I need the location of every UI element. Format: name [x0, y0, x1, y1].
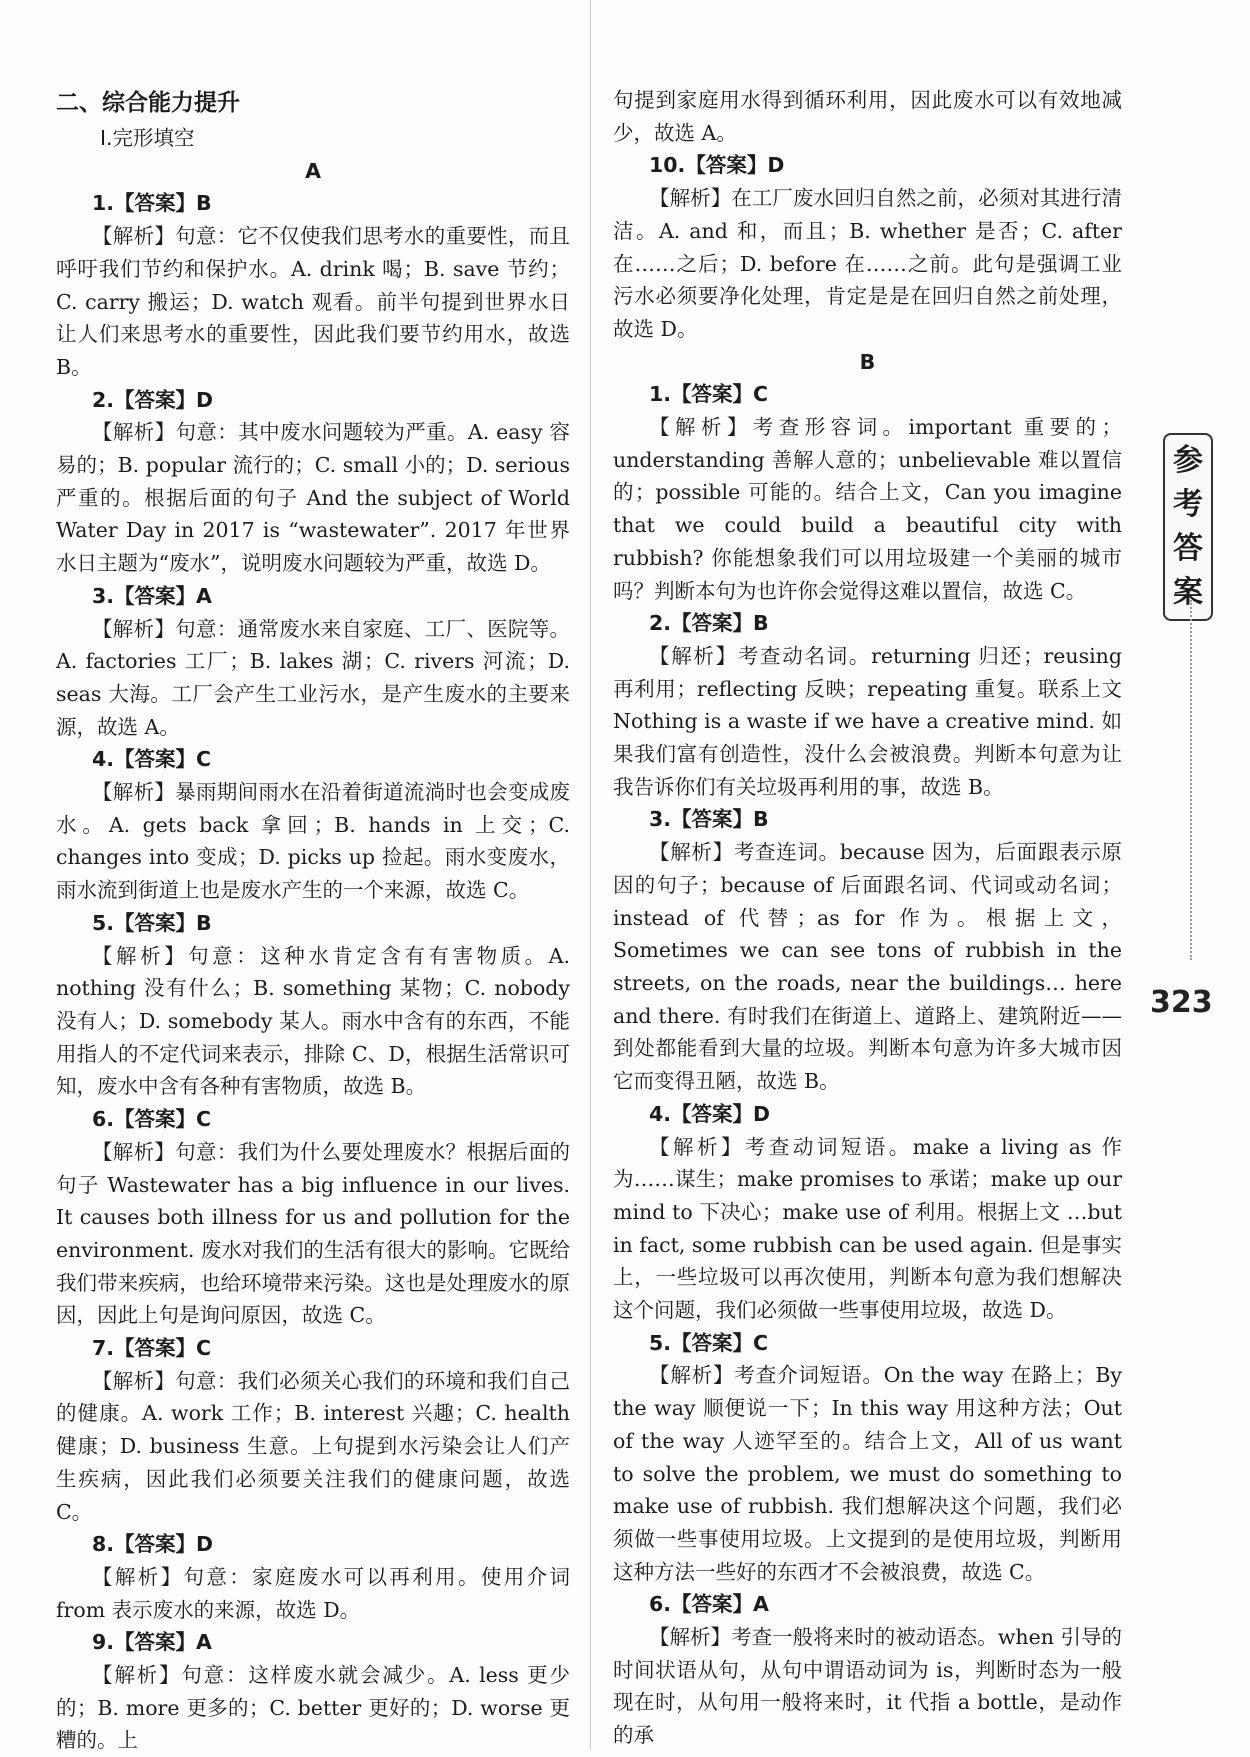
answer-explanation: 【解析】句意：家庭废水可以再利用。使用介词 from 表示废水的来源，故选 D。: [56, 1564, 570, 1622]
left-answer-list: [56, 187, 570, 1757]
passage-label-b: B: [859, 349, 876, 374]
subsection-title: Ⅰ.完形填空: [100, 126, 195, 150]
answer-head: 6.【答案】A: [649, 1592, 769, 1617]
answer-head: 3.【答案】A: [92, 583, 212, 608]
section-title: 二、综合能力提升: [56, 90, 240, 116]
answer-explanation: 【解析】句意：其中废水问题较为严重。A. easy 容易的；B. popular 流行的；C. small 小的；D. serious 严重的。根据后面的句子 And the subject of World Water Day in 2017 is “wastewater”. 2017 年世界水日主题为“废水”，说明废水问题较为严重，故选 D。: [56, 420, 570, 576]
answer-explanation: 【解析】在工厂废水回归自然之前，必须对其进行清洁。A. and 和，而且；B. whether 是否；C. after 在……之后；D. before 在……之前。此句是强调工业污水必须要净化处理，肯定是是在回归自然之前处理，故选 D。: [613, 186, 1122, 341]
answer-explanation: 【解析】考查动词短语。make a living as 作为……谋生；make promises to 承诺；make up our mind to 下决心；make use of 利用。根据上文 …but in fact, some rubbish can be used again. 但是事实上，一些垃圾可以再次使用，判断本句意为我们想解决这个问题，我们必须做一些事使用垃圾，故选 D。: [613, 1134, 1122, 1323]
answer-head: 5.【答案】B: [92, 910, 212, 935]
answer-head: 2.【答案】B: [649, 611, 769, 636]
answer-explanation: 【解析】考查一般将来时的被动语态。when 引导的时间状语从句，从句中谓语动词为 is，判断时态为一般现在时，从句用一般将来时，it 代指 a bottle，是动作的承: [613, 1625, 1122, 1748]
answer-head: 4.【答案】D: [649, 1101, 771, 1126]
passage-label-a: A: [305, 158, 321, 183]
answer-explanation: 【解析】暴雨期间雨水在沿着街道流淌时也会变成废水。A. gets back 拿回；B. hands in 上交；C. changes into 变成；D. picks up 捡起。雨水变废水，雨水流到街道上也是废水产生的一个来源，故选 C。: [56, 780, 570, 903]
answer-explanation: 【解析】句意：通常废水来自家庭、工厂、医院等。A. factories 工厂；B. lakes 湖；C. rivers 河流；D. seas 大海。工厂会产生工业污水，是产生废水的主要来源，故选 A。: [56, 616, 570, 739]
answer-explanation: 【解析】考查介词短语。On the way 在路上；By the way 顺便说一下；In this way 用这种方法；Out of the way 人迹罕至的。结合上文，All of us want to solve the problem, we must do something to make use of rubbish. 我们想解决这个问题，我们必须做一些事使用垃圾。上文提到的是使用垃圾，判断用这种方法一些好的东西才不会被浪费，故选 C。: [613, 1363, 1122, 1584]
answer-head: 1.【答案】B: [92, 191, 212, 216]
reference-answer-tab: [1163, 433, 1213, 621]
answer-head: 3.【答案】B: [649, 807, 769, 832]
answer-explanation: 【解析】考查形容词。important 重要的；understanding 善解人意的；unbelievable 难以置信的；possible 可能的。结合上文，Can you imagine that we could build a beautiful city with rubbish? 你能想象我们可以用垃圾建一个美丽的城市吗？判断本句为也许你会觉得这难以置信，故选 C。: [613, 415, 1122, 603]
answer-explanation: 【解析】句意：我们为什么要处理废水？根据后面的句子 Wastewater has a big influence in our lives. It causes both illness for us and pollution for the environment. 废水对我们的生活有很大的影响。它既给我们带来疾病，也给环境带来污染。这也是处理废水的原因，因此上句是询问原因，故选 C。: [56, 1139, 570, 1328]
answer-explanation: 【解析】考查动名词。returning 归还；reusing 再利用；reflecting 反映；repeating 重复。联系上文 Nothing is a waste if we have a creative mind. 如果我们富有创造性，没什么会被浪费。判断本句意为让我告诉你们有关垃圾再利用的事，故选 B。: [613, 643, 1122, 799]
side-tab-char: 答: [1173, 531, 1203, 566]
left-column: [56, 84, 570, 1757]
answer-head: 6.【答案】C: [92, 1107, 212, 1132]
answer-head: 1.【答案】C: [649, 382, 769, 407]
right-column: [613, 84, 1122, 1752]
page-number: 323: [1150, 985, 1213, 1020]
answer-head: 8.【答案】D: [92, 1532, 214, 1557]
answer-head: 7.【答案】C: [92, 1336, 212, 1361]
answer-head: 5.【答案】C: [649, 1330, 769, 1355]
continuation-text: 句提到家庭用水得到循环利用，因此废水可以有效地减少，故选 A。: [613, 88, 1122, 145]
side-tab-char: 案: [1173, 575, 1203, 610]
answer-explanation: 【解析】句意：这样废水就会减少。A. less 更少的；B. more 更多的；C. better 更好的；D. worse 更糟的。上: [56, 1663, 570, 1753]
dotted-divider: [1190, 600, 1192, 960]
side-tab-char: 参: [1173, 443, 1203, 478]
right-answer-list-a: [613, 149, 1122, 345]
right-answer-list-b: [613, 378, 1122, 1752]
answer-explanation: 【解析】句意：这种水肯定含有有害物质。A. nothing 没有什么；B. something 某物；C. nobody 没有人；D. somebody 某人。雨水中含有的东西，不能用指人的不定代词来表示，排除 C、D，根据生活常识可知，废水中含有各种有害物质，故选 B。: [56, 943, 570, 1099]
answer-head: 4.【答案】C: [92, 747, 212, 772]
side-tab-char: 考: [1173, 487, 1203, 522]
answer-head: 10.【答案】D: [649, 153, 785, 178]
answer-head: 9.【答案】A: [92, 1630, 212, 1655]
answer-explanation: 【解析】考查连词。because 因为，后面跟表示原因的句子；because of 后面跟名词、代词或动名词；instead of 代替；as for 作为。根据上文，Sometimes we can see tons of rubbish in the streets, on the roads, near the buildings… here and there. 有时我们在街道上、道路上、建筑附近——到处都能看到大量的垃圾。判断本句意为许多大城市因它而变得丑陋，故选 B。: [613, 840, 1122, 1094]
answer-head: 2.【答案】D: [92, 387, 214, 412]
answer-explanation: 【解析】句意：它不仅使我们思考水的重要性，而且呼吁我们节约和保护水。A. drink 喝；B. save 节约；C. carry 搬运；D. watch 观看。前半句提到世界水日让人们来思考水的重要性，因此我们要节约用水，故选 B。: [56, 224, 570, 379]
answer-explanation: 【解析】句意：我们必须关心我们的环境和我们自己的健康。A. work 工作；B. interest 兴趣；C. health 健康；D. business 生意。上句提到水污染会让人们产生疾病，因此我们必须要关注我们的健康问题，故选 C。: [56, 1368, 570, 1524]
column-divider: [590, 0, 591, 1749]
